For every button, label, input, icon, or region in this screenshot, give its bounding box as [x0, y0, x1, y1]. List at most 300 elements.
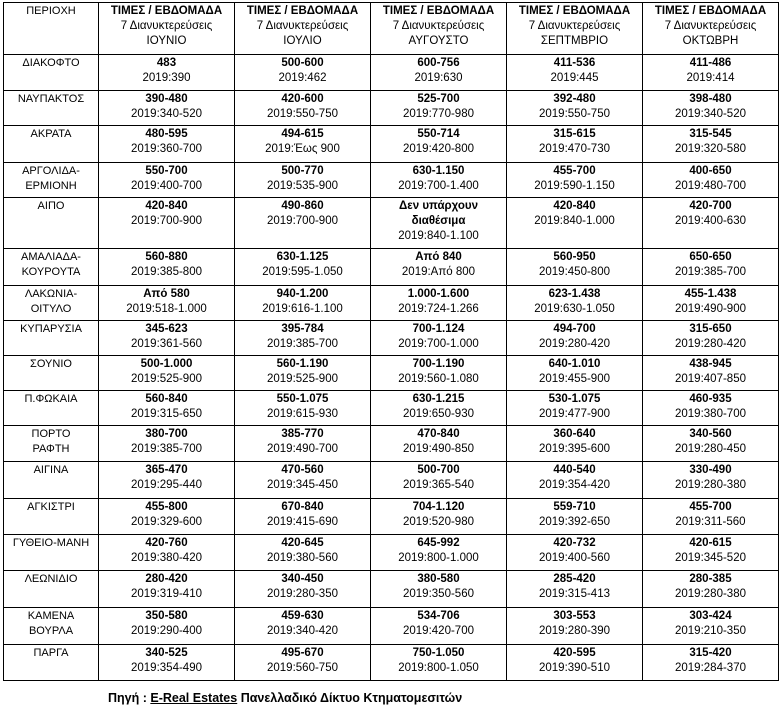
- price-cell: [643, 535, 779, 571]
- header-september: [507, 3, 643, 55]
- price-2019: 2019:650-930: [403, 408, 474, 420]
- price-cell: [99, 645, 235, 681]
- price-cell: [507, 608, 643, 645]
- price-cell: [99, 249, 235, 286]
- table-row: [4, 499, 779, 535]
- price-2019: 2019:400-700: [131, 180, 202, 192]
- price-2020: 303-553: [553, 610, 596, 622]
- price-2019: 2019:311-560: [675, 516, 746, 528]
- price-2019: 2019:414: [686, 72, 735, 84]
- price-2020: 640-1.010: [548, 358, 601, 370]
- price-2020: 650-650: [689, 251, 732, 263]
- price-cell: [371, 55, 507, 91]
- price-2019: 2019:420-800: [403, 143, 474, 155]
- table-row: [4, 163, 779, 198]
- header-nights: 7 Διανυκτερεύσεις: [392, 20, 485, 32]
- price-cell: [235, 391, 371, 426]
- price-2019: 2019:210-350: [675, 625, 746, 637]
- header-month: ΟΚΤΩΒΡΗ: [682, 35, 739, 47]
- price-2019: 2019:280-450: [675, 443, 746, 455]
- price-cell: [643, 55, 779, 91]
- price-2020: 1.000-1.600: [407, 288, 470, 300]
- price-2019: 2019:280-420: [675, 338, 746, 350]
- price-cell: [99, 55, 235, 91]
- price-2019: 2019:616-1.100: [262, 303, 343, 315]
- header-title: ΤΙΜΕΣ / ΕΒΔΟΜΑΔΑ: [110, 5, 223, 17]
- price-2020: 395-784: [281, 323, 324, 335]
- price-cell: [371, 535, 507, 571]
- price-cell: [507, 391, 643, 426]
- price-table-body: [4, 55, 779, 681]
- price-2019: 2019:700-1.000: [398, 338, 479, 350]
- price-cell: [235, 535, 371, 571]
- price-2020: 315-545: [689, 128, 732, 140]
- price-2019: 2019:385-700: [131, 443, 202, 455]
- price-cell: [507, 356, 643, 391]
- price-cell: [371, 426, 507, 462]
- price-2020: 630-1.125: [276, 251, 329, 263]
- price-2020: Από 840: [415, 251, 462, 263]
- price-cell: [643, 198, 779, 249]
- price-cell: [643, 645, 779, 681]
- price-2019: 2019:470-730: [539, 143, 610, 155]
- price-cell: [643, 462, 779, 499]
- price-2019: 2019:560-1.080: [398, 373, 479, 385]
- price-cell: [99, 356, 235, 391]
- price-2019: 2019:350-560: [403, 588, 474, 600]
- price-2020: 530-1.075: [548, 393, 601, 405]
- table-row: [4, 535, 779, 571]
- price-2019: 2019:315-413: [539, 588, 610, 600]
- region-name: ΠΟΡΤΟ ΡΑΦΤΗ: [4, 426, 99, 462]
- price-cell: [235, 91, 371, 126]
- price-cell: [371, 391, 507, 426]
- price-2020: 392-480: [553, 93, 596, 105]
- region-name: ΔΙΑΚΟΦΤΟ: [4, 55, 99, 91]
- price-2020: 420-732: [553, 537, 596, 549]
- price-2020: 420-760: [145, 537, 188, 549]
- price-2020: 700-1.190: [412, 358, 465, 370]
- price-2020: 420-840: [553, 200, 596, 212]
- price-2019: 2019:724-1.266: [398, 303, 479, 315]
- price-cell: [371, 321, 507, 356]
- price-2020: 420-700: [689, 200, 732, 212]
- header-nights: 7 Διανυκτερεύσεις: [528, 20, 621, 32]
- price-2020: 315-650: [689, 323, 732, 335]
- header-nights: 7 Διανυκτερεύσεις: [120, 20, 213, 32]
- price-2020: 500-600: [281, 57, 324, 69]
- source-note: [108, 691, 462, 705]
- price-2020: 315-420: [689, 647, 732, 659]
- price-cell: [507, 462, 643, 499]
- price-2019: 2019:340-520: [131, 108, 202, 120]
- price-2020: 340-560: [689, 428, 732, 440]
- price-2019: 2019:400-630: [675, 215, 746, 227]
- price-cell: [371, 126, 507, 163]
- price-2020: 420-615: [689, 537, 732, 549]
- table-row: [4, 462, 779, 499]
- price-2020: 550-700: [145, 165, 188, 177]
- price-2019: 2019:550-750: [539, 108, 610, 120]
- price-2019: 2019:445: [550, 72, 599, 84]
- source-suffix: Πανελλαδικό Δίκτυο Κτηματομεσιτών: [237, 691, 463, 705]
- price-cell: [643, 163, 779, 198]
- price-2019: 2019:345-520: [675, 552, 746, 564]
- price-2020: 380-700: [145, 428, 188, 440]
- table-row: [4, 571, 779, 608]
- price-cell: [99, 462, 235, 499]
- price-2019: 2019:Από 800: [401, 266, 476, 278]
- price-2019: 2019:280-350: [267, 588, 338, 600]
- price-cell: [371, 608, 507, 645]
- price-2019: 2019:770-980: [403, 108, 474, 120]
- price-2019: 2019:450-800: [539, 266, 610, 278]
- price-2019: 2019:700-900: [267, 215, 338, 227]
- price-2019: 2019:630-1.050: [534, 303, 615, 315]
- region-name: ΑΜΑΛΙΑΔΑ- ΚΟΥΡΟΥΤΑ: [4, 249, 99, 286]
- price-cell: [371, 645, 507, 681]
- region-name: ΝΑΥΠΑΚΤΟΣ: [4, 91, 99, 126]
- price-2019: 2019:407-850: [675, 373, 746, 385]
- region-name: ΛΕΩΝΙΔΙΟ: [4, 571, 99, 608]
- header-title: ΤΙΜΕΣ / ΕΒΔΟΜΑΔΑ: [518, 5, 631, 17]
- price-2020: 483: [156, 57, 177, 69]
- region-name: ΛΑΚΩΝΙΑ- ΟΙΤΥΛΟ: [4, 286, 99, 321]
- header-july: [235, 3, 371, 55]
- price-2020: 550-1.075: [276, 393, 329, 405]
- price-2020: 494-700: [553, 323, 596, 335]
- price-2019: 2019:525-900: [267, 373, 338, 385]
- price-2019: 2019:319-410: [131, 588, 202, 600]
- price-2020: 560-840: [145, 393, 188, 405]
- price-cell: [371, 356, 507, 391]
- price-2020: 420-840: [145, 200, 188, 212]
- price-2019: 2019:395-600: [539, 443, 610, 455]
- price-2020: 490-860: [281, 200, 324, 212]
- price-2020: 750-1.050: [412, 647, 465, 659]
- price-2020: 534-706: [417, 610, 460, 622]
- price-table: [3, 2, 779, 681]
- price-cell: [507, 321, 643, 356]
- price-cell: [643, 499, 779, 535]
- price-2020: 500-1.000: [140, 358, 193, 370]
- region-name: Π.ΦΩΚΑΙΑ: [4, 391, 99, 426]
- region-name: ΑΚΡΑΤΑ: [4, 126, 99, 163]
- price-cell: [235, 163, 371, 198]
- price-2019: 2019:518-1.000: [126, 303, 207, 315]
- price-cell: [643, 126, 779, 163]
- table-row: [4, 126, 779, 163]
- price-cell: [371, 163, 507, 198]
- price-2020: 940-1.200: [276, 288, 329, 300]
- price-cell: [643, 571, 779, 608]
- price-2020: 525-700: [417, 93, 460, 105]
- price-cell: [99, 321, 235, 356]
- price-cell: [643, 356, 779, 391]
- price-2019: 2019:480-700: [675, 180, 746, 192]
- header-region: ΠΕΡΙΟΧΗ: [4, 3, 99, 55]
- header-nights: 7 Διανυκτερεύσεις: [256, 20, 349, 32]
- price-cell: [371, 198, 507, 249]
- price-2020: 400-650: [689, 165, 732, 177]
- price-cell: [235, 356, 371, 391]
- price-2019: 2019:380-560: [267, 552, 338, 564]
- price-2019: 2019:380-700: [675, 408, 746, 420]
- price-2020: 495-670: [281, 647, 324, 659]
- table-row: [4, 645, 779, 681]
- price-2020: 365-470: [145, 464, 188, 476]
- header-june: [99, 3, 235, 55]
- price-2020: 280-385: [689, 573, 732, 585]
- header-october: [643, 3, 779, 55]
- price-cell: [507, 249, 643, 286]
- price-2019: 2019:615-930: [267, 408, 338, 420]
- price-2019: 2019:290-400: [131, 625, 202, 637]
- price-cell: [507, 55, 643, 91]
- header-row: [4, 3, 779, 55]
- price-cell: [235, 645, 371, 681]
- price-2020: 623-1.438: [548, 288, 601, 300]
- price-2019: 2019:329-600: [131, 516, 202, 528]
- price-2020: 600-756: [417, 57, 460, 69]
- price-cell: [507, 286, 643, 321]
- price-2019: 2019:595-1.050: [262, 266, 343, 278]
- price-2020: 340-450: [281, 573, 324, 585]
- price-cell: [643, 91, 779, 126]
- price-cell: [507, 126, 643, 163]
- price-2019: 2019:280-380: [675, 479, 746, 491]
- price-cell: [99, 391, 235, 426]
- header-month: ΙΟΥΛΙΟ: [283, 35, 322, 47]
- price-2019: 2019:354-490: [131, 662, 202, 674]
- header-month: ΙΟΥΝΙΟ: [146, 35, 187, 47]
- region-name: ΑΙΠΟ: [4, 198, 99, 249]
- price-cell: [371, 499, 507, 535]
- price-2019: 2019:280-390: [539, 625, 610, 637]
- price-cell: [235, 286, 371, 321]
- price-2019: 2019:380-420: [131, 552, 202, 564]
- price-2020: 285-420: [553, 573, 596, 585]
- region-name: ΓΥΘΕΙΟ-ΜΑΝΗ: [4, 535, 99, 571]
- price-cell: [99, 198, 235, 249]
- price-2019: 2019:320-580: [675, 143, 746, 155]
- price-cell: [99, 608, 235, 645]
- price-cell: [99, 286, 235, 321]
- table-row: [4, 321, 779, 356]
- price-2020: 350-580: [145, 610, 188, 622]
- price-cell: [235, 249, 371, 286]
- source-brand: E-Real Estates: [150, 691, 238, 705]
- price-2020: 315-615: [553, 128, 596, 140]
- price-2020: 303-424: [689, 610, 732, 622]
- header-title: ΤΙΜΕΣ / ΕΒΔΟΜΑΔΑ: [246, 5, 359, 17]
- price-cell: [99, 535, 235, 571]
- price-2020: Από 580: [143, 288, 190, 300]
- price-cell: [371, 91, 507, 126]
- price-cell: [643, 286, 779, 321]
- price-cell: [507, 91, 643, 126]
- price-cell: [99, 499, 235, 535]
- price-2020: 411-486: [689, 57, 732, 69]
- price-cell: [99, 91, 235, 126]
- price-2019: 2019:340-420: [267, 625, 338, 637]
- price-2019: 2019:390-510: [539, 662, 610, 674]
- region-name: ΑΙΓΙΝΑ: [4, 462, 99, 499]
- price-2019: 2019:455-900: [539, 373, 610, 385]
- price-cell: [643, 426, 779, 462]
- source-prefix: Πηγή :: [108, 691, 151, 705]
- price-2019: 2019:385-800: [131, 266, 202, 278]
- price-2020: 560-1.190: [276, 358, 329, 370]
- region-name: ΣΟΥΝΙΟ: [4, 356, 99, 391]
- price-2020: 390-480: [145, 93, 188, 105]
- table-row: [4, 608, 779, 645]
- price-2019: 2019:800-1.050: [398, 662, 479, 674]
- price-table-document: [3, 2, 778, 681]
- price-cell: [235, 462, 371, 499]
- price-cell: [507, 163, 643, 198]
- price-2020: 480-595: [145, 128, 188, 140]
- price-2019: 2019:365-540: [403, 479, 474, 491]
- table-row: [4, 426, 779, 462]
- price-2020: 411-536: [553, 57, 596, 69]
- price-2020: 670-840: [281, 501, 324, 513]
- price-2019: 2019:420-700: [403, 625, 474, 637]
- price-2020: 438-945: [689, 358, 732, 370]
- price-2019: 2019:840-1.000: [534, 215, 615, 227]
- price-2019: 2019:400-560: [539, 552, 610, 564]
- price-2019: 2019:525-900: [131, 373, 202, 385]
- price-2019: 2019:345-450: [267, 479, 338, 491]
- price-2020: 500-700: [417, 464, 460, 476]
- price-2019: 2019:415-690: [267, 516, 338, 528]
- price-2020: 420-600: [281, 93, 324, 105]
- price-2020: 440-540: [553, 464, 596, 476]
- price-cell: [507, 535, 643, 571]
- price-2020: 385-770: [281, 428, 324, 440]
- price-2019: 2019:520-980: [403, 516, 474, 528]
- price-2020: 360-640: [553, 428, 596, 440]
- price-2019: 2019:630: [414, 72, 463, 84]
- price-cell: [643, 321, 779, 356]
- header-month: ΣΕΠΤΜΒΡΙΟ: [540, 35, 609, 47]
- price-cell: [507, 571, 643, 608]
- price-2019: 2019:Έως 900: [265, 143, 340, 155]
- price-2020: 345-623: [145, 323, 188, 335]
- table-row: [4, 286, 779, 321]
- price-cell: [235, 198, 371, 249]
- table-row: [4, 356, 779, 391]
- price-2020: 420-595: [553, 647, 596, 659]
- price-cell: [371, 249, 507, 286]
- price-2019: 2019:840-1.100: [398, 230, 479, 242]
- price-2019: 2019:560-750: [267, 662, 338, 674]
- header-month: ΑΥΓΟΥΣΤΟ: [408, 35, 469, 47]
- price-2019: 2019:700-1.400: [398, 180, 479, 192]
- price-cell: [99, 126, 235, 163]
- price-cell: [507, 645, 643, 681]
- price-2019: 2019:490-700: [267, 443, 338, 455]
- price-2019: 2019:354-420: [539, 479, 610, 491]
- price-2020: 470-840: [417, 428, 460, 440]
- price-cell: [371, 286, 507, 321]
- price-2019: 2019:590-1.150: [534, 180, 615, 192]
- price-cell: [507, 426, 643, 462]
- price-2020: Δεν υπάρχουν διαθέσιμα: [399, 200, 478, 227]
- price-2019: 2019:390: [142, 72, 191, 84]
- price-2019: 2019:477-900: [539, 408, 610, 420]
- price-2020: 459-630: [281, 610, 324, 622]
- region-name: ΑΓΚΙΣΤΡΙ: [4, 499, 99, 535]
- header-nights: 7 Διανυκτερεύσεις: [664, 20, 757, 32]
- price-cell: [507, 499, 643, 535]
- header-title: ΤΙΜΕΣ / ΕΒΔΟΜΑΔΑ: [654, 5, 767, 17]
- price-2019: 2019:700-900: [131, 215, 202, 227]
- price-2019: 2019:535-900: [267, 180, 338, 192]
- price-cell: [99, 163, 235, 198]
- price-cell: [235, 426, 371, 462]
- table-row: [4, 91, 779, 126]
- table-row: [4, 198, 779, 249]
- price-2020: 455-700: [689, 501, 732, 513]
- price-cell: [507, 198, 643, 249]
- price-2019: 2019:361-560: [131, 338, 202, 350]
- price-2019: 2019:490-850: [403, 443, 474, 455]
- price-2020: 455-700: [553, 165, 596, 177]
- price-cell: [235, 55, 371, 91]
- price-2019: 2019:284-370: [675, 662, 746, 674]
- region-name: ΑΡΓΟΛΙΔΑ- ΕΡΜΙΟΝΗ: [4, 163, 99, 198]
- table-row: [4, 391, 779, 426]
- price-2020: 550-714: [417, 128, 460, 140]
- table-row: [4, 55, 779, 91]
- price-2020: 420-645: [281, 537, 324, 549]
- price-cell: [643, 391, 779, 426]
- price-2020: 455-800: [145, 501, 188, 513]
- price-2019: 2019:280-420: [539, 338, 610, 350]
- price-2019: 2019:360-700: [131, 143, 202, 155]
- price-cell: [371, 462, 507, 499]
- price-2020: 704-1.120: [412, 501, 465, 513]
- price-2020: 559-710: [553, 501, 596, 513]
- region-name: ΚΑΜΕΝΑ ΒΟΥΡΛΑ: [4, 608, 99, 645]
- price-cell: [235, 321, 371, 356]
- table-row: [4, 249, 779, 286]
- header-august: [371, 3, 507, 55]
- price-cell: [235, 126, 371, 163]
- price-2019: 2019:340-520: [675, 108, 746, 120]
- price-cell: [99, 571, 235, 608]
- price-2019: 2019:392-650: [539, 516, 610, 528]
- price-2020: 494-615: [281, 128, 324, 140]
- price-2019: 2019:462: [278, 72, 327, 84]
- price-2020: 460-935: [689, 393, 732, 405]
- region-name: ΚΥΠΑΡΥΣΙΑ: [4, 321, 99, 356]
- price-2019: 2019:550-750: [267, 108, 338, 120]
- price-2020: 470-560: [281, 464, 324, 476]
- price-2020: 630-1.150: [412, 165, 465, 177]
- price-2019: 2019:800-1.000: [398, 552, 479, 564]
- region-name: ΠΑΡΓΑ: [4, 645, 99, 681]
- price-2020: 630-1.215: [412, 393, 465, 405]
- price-2020: 398-480: [689, 93, 732, 105]
- price-cell: [643, 608, 779, 645]
- header-title: ΤΙΜΕΣ / ΕΒΔΟΜΑΔΑ: [382, 5, 495, 17]
- price-cell: [235, 571, 371, 608]
- price-2020: 330-490: [689, 464, 732, 476]
- price-2019: 2019:280-380: [675, 588, 746, 600]
- price-2019: 2019:295-440: [131, 479, 202, 491]
